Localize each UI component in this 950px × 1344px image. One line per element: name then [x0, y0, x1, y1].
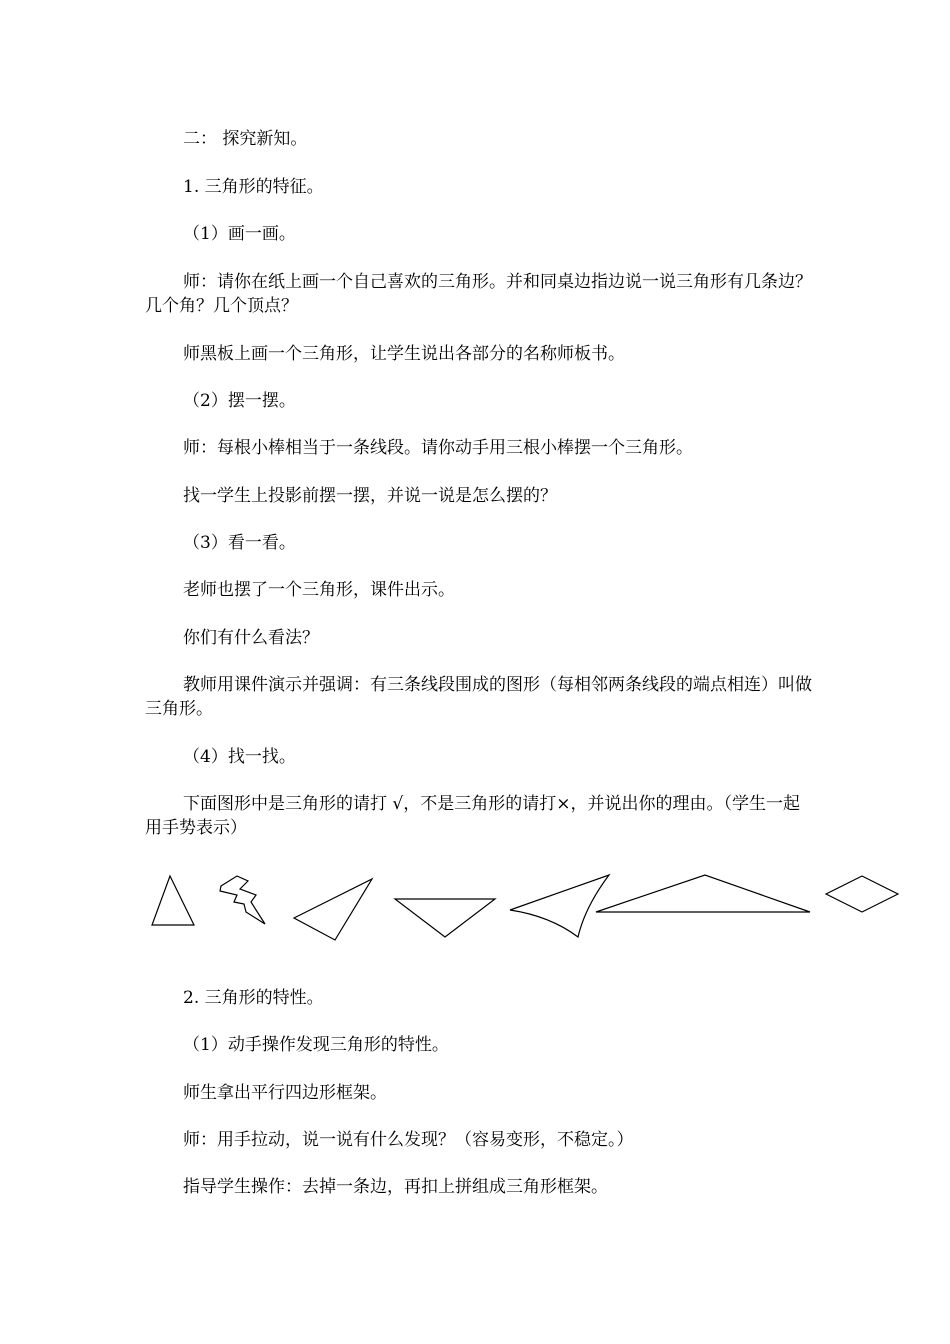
paragraph: 下面图形中是三角形的请打 √，不是三角形的请打×，并说出你的理由。（学生一起用手势表示）: [145, 794, 800, 838]
triangle-icon: [152, 876, 194, 925]
paragraph: 教师用课件演示并强调：有三条线段围成的图形（每相邻两条线段的端点相连）叫做三角形。: [145, 675, 812, 719]
flat-triangle-icon: [596, 875, 810, 912]
shapes-figure: [140, 858, 910, 950]
curved-triangle-icon: [510, 875, 609, 937]
triangle-icon: [294, 879, 372, 940]
step-heading: （3）看一看。: [183, 533, 296, 553]
paragraph: 师：用手拉动，说一说有什么发现？（容易变形，不稳定。）: [183, 1130, 634, 1150]
paragraph: 师生拿出平行四边形框架。: [183, 1083, 387, 1103]
step-heading: （1）动手操作发现三角形的特性。: [183, 1035, 449, 1055]
paragraph: 师黑板上画一个三角形，让学生说出各部分的名称师板书。: [183, 344, 625, 364]
inverted-triangle-icon: [395, 899, 495, 937]
paragraph: 师：请你在纸上画一个自己喜欢的三角形。并和同桌边指边说一说三角形有几条边？几个角？几个顶点？: [145, 272, 812, 316]
step-heading: （1）画一画。: [183, 224, 296, 244]
paragraph: 找一学生上投影前摆一摆，并说一说是怎么摆的？: [183, 486, 557, 506]
paragraph: 指导学生操作：去掉一条边，再扣上拼组成三角形框架。: [183, 1177, 608, 1197]
step-heading: （4）找一找。: [183, 747, 296, 767]
rhombus-icon: [826, 876, 898, 912]
lightning-icon: [220, 876, 265, 924]
subsection-heading: 2. 三角形的特性。: [183, 988, 324, 1008]
section-heading: 二： 探究新知。: [183, 129, 308, 149]
paragraph: 老师也摆了一个三角形，课件出示。: [183, 580, 455, 600]
subsection-heading: 1. 三角形的特征。: [183, 177, 324, 197]
paragraph: 师：每根小棒相当于一条线段。请你动手用三根小棒摆一个三角形。: [183, 438, 693, 458]
step-heading: （2）摆一摆。: [183, 391, 296, 411]
paragraph: 你们有什么看法？: [183, 628, 319, 648]
